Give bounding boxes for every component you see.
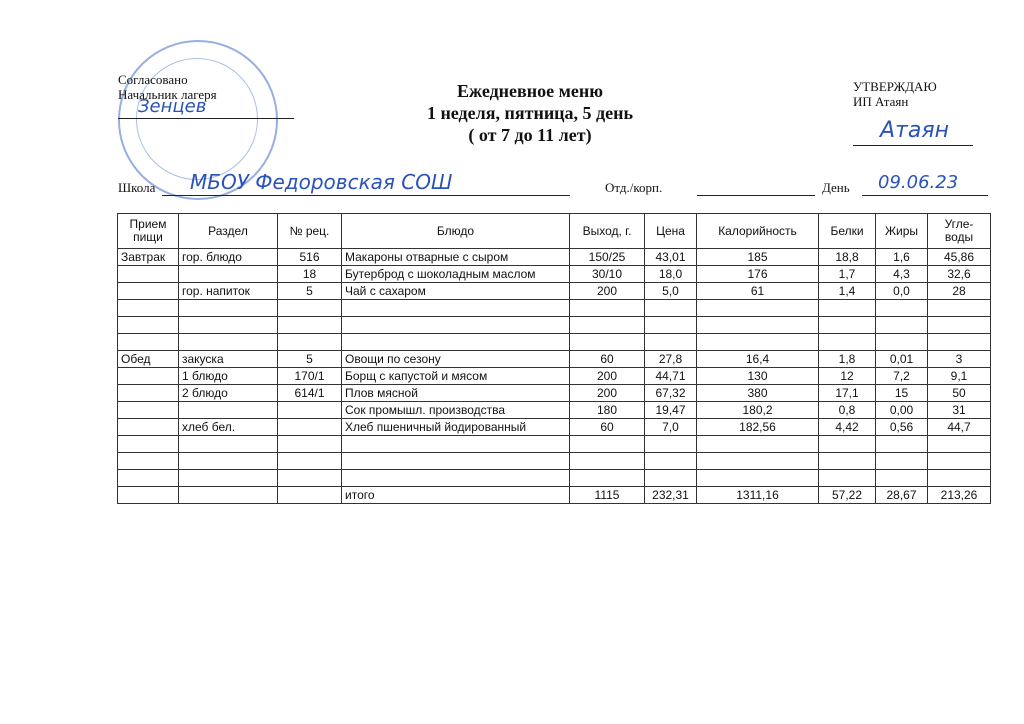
cell-fat: 4,3 [876, 266, 928, 283]
cell-calories: 185 [697, 249, 819, 266]
title-line1: Ежедневное меню [457, 81, 603, 101]
cell-price: 232,31 [645, 487, 697, 504]
table-row [118, 402, 991, 419]
table-row [118, 334, 991, 351]
cell-protein: 1,8 [819, 351, 876, 368]
cell-protein: 4,42 [819, 419, 876, 436]
header-meal: Прием пищи [118, 214, 179, 249]
cell-fat: 0,01 [876, 351, 928, 368]
cell-section [179, 402, 278, 419]
cell-protein: 1,4 [819, 283, 876, 300]
cell-dish: Сок промышл. производства [342, 402, 570, 419]
cell-price: 18,0 [645, 266, 697, 283]
table-body [118, 249, 991, 504]
cell-calories [697, 300, 819, 317]
cell-protein: 1,7 [819, 266, 876, 283]
table-row [118, 249, 991, 266]
cell-section [179, 470, 278, 487]
cell-carbs [928, 436, 991, 453]
cell-section [179, 436, 278, 453]
cell-dish [342, 334, 570, 351]
cell-calories [697, 334, 819, 351]
approval-left-line2: Начальник лагеря [118, 87, 217, 102]
cell-recipe: 5 [278, 283, 342, 300]
cell-meal [118, 334, 179, 351]
cell-recipe [278, 436, 342, 453]
table-row [118, 300, 991, 317]
table-row [118, 436, 991, 453]
cell-recipe [278, 487, 342, 504]
cell-protein: 57,22 [819, 487, 876, 504]
cell-carbs: 28 [928, 283, 991, 300]
school-value: МБОУ Федоровская СОШ [190, 170, 453, 194]
table-row [118, 283, 991, 300]
cell-section: закуска [179, 351, 278, 368]
cell-recipe: 614/1 [278, 385, 342, 402]
cell-price [645, 470, 697, 487]
cell-meal: Завтрак [118, 249, 179, 266]
cell-price [645, 453, 697, 470]
cell-yield [570, 470, 645, 487]
cell-fat: 0,0 [876, 283, 928, 300]
cell-price: 67,32 [645, 385, 697, 402]
approval-right [853, 79, 937, 109]
cell-dish: Плов мясной [342, 385, 570, 402]
cell-price: 7,0 [645, 419, 697, 436]
approval-right-line2: ИП Атаян [853, 94, 909, 109]
cell-carbs [928, 317, 991, 334]
cell-recipe: 170/1 [278, 368, 342, 385]
cell-recipe: 516 [278, 249, 342, 266]
cell-protein [819, 453, 876, 470]
dept-label: Отд./корп. [605, 180, 663, 195]
cell-meal [118, 266, 179, 283]
cell-yield: 30/10 [570, 266, 645, 283]
title-line3: ( от 7 до 11 лет) [468, 125, 592, 145]
cell-section: гор. напиток [179, 283, 278, 300]
cell-price: 27,8 [645, 351, 697, 368]
cell-carbs: 9,1 [928, 368, 991, 385]
cell-yield: 180 [570, 402, 645, 419]
cell-calories: 1311,16 [697, 487, 819, 504]
cell-yield [570, 453, 645, 470]
cell-price: 19,47 [645, 402, 697, 419]
cell-fat: 0,00 [876, 402, 928, 419]
cell-fat: 28,67 [876, 487, 928, 504]
cell-calories [697, 453, 819, 470]
cell-yield [570, 436, 645, 453]
table-row [118, 368, 991, 385]
cell-dish: Борщ с капустой и мясом [342, 368, 570, 385]
cell-section [179, 266, 278, 283]
cell-yield [570, 300, 645, 317]
cell-carbs: 3 [928, 351, 991, 368]
cell-recipe [278, 453, 342, 470]
header-recipe: № рец. [278, 214, 342, 249]
cell-protein: 12 [819, 368, 876, 385]
cell-recipe [278, 402, 342, 419]
table-row [118, 470, 991, 487]
title-line2: 1 неделя, пятница, 5 день [426, 103, 634, 123]
cell-yield [570, 317, 645, 334]
left-signature-line [118, 118, 294, 119]
cell-recipe [278, 317, 342, 334]
cell-price [645, 317, 697, 334]
table-row [118, 419, 991, 436]
cell-yield: 200 [570, 368, 645, 385]
table-header-row [118, 214, 991, 249]
cell-meal [118, 419, 179, 436]
header-dish: Блюдо [342, 214, 570, 249]
cell-meal: Обед [118, 351, 179, 368]
cell-carbs [928, 334, 991, 351]
cell-fat [876, 470, 928, 487]
table-row [118, 266, 991, 283]
cell-fat [876, 334, 928, 351]
cell-dish: итого [342, 487, 570, 504]
table-row [118, 351, 991, 368]
cell-recipe: 18 [278, 266, 342, 283]
cell-protein [819, 317, 876, 334]
cell-protein [819, 300, 876, 317]
cell-dish: Бутерброд с шоколадным маслом [342, 266, 570, 283]
cell-yield: 150/25 [570, 249, 645, 266]
cell-fat: 7,2 [876, 368, 928, 385]
cell-yield: 60 [570, 419, 645, 436]
cell-protein [819, 470, 876, 487]
cell-carbs [928, 300, 991, 317]
cell-calories [697, 436, 819, 453]
cell-meal [118, 487, 179, 504]
cell-fat: 15 [876, 385, 928, 402]
cell-meal [118, 317, 179, 334]
cell-protein: 18,8 [819, 249, 876, 266]
cell-yield: 200 [570, 283, 645, 300]
header-price: Цена [645, 214, 697, 249]
school-label: Школа [118, 180, 156, 195]
cell-carbs: 44,7 [928, 419, 991, 436]
cell-meal [118, 402, 179, 419]
cell-fat: 0,56 [876, 419, 928, 436]
cell-calories [697, 470, 819, 487]
cell-calories [697, 317, 819, 334]
cell-section [179, 300, 278, 317]
dept-line [697, 195, 815, 196]
cell-dish: Овощи по сезону [342, 351, 570, 368]
cell-fat [876, 300, 928, 317]
header-fat: Жиры [876, 214, 928, 249]
cell-carbs [928, 470, 991, 487]
cell-meal [118, 368, 179, 385]
cell-carbs: 45,86 [928, 249, 991, 266]
cell-meal [118, 300, 179, 317]
cell-section [179, 487, 278, 504]
menu-table [117, 213, 991, 504]
cell-carbs: 213,26 [928, 487, 991, 504]
cell-protein: 17,1 [819, 385, 876, 402]
table-row [118, 317, 991, 334]
cell-protein [819, 334, 876, 351]
cell-fat [876, 436, 928, 453]
cell-dish [342, 470, 570, 487]
cell-dish: Чай с сахаром [342, 283, 570, 300]
cell-recipe [278, 470, 342, 487]
header-section: Раздел [179, 214, 278, 249]
cell-calories: 380 [697, 385, 819, 402]
right-signature-line [853, 145, 973, 146]
cell-calories: 61 [697, 283, 819, 300]
page-title [380, 80, 680, 146]
cell-dish [342, 436, 570, 453]
header-carbs: Угле-воды [928, 214, 991, 249]
cell-carbs [928, 453, 991, 470]
day-line [862, 195, 988, 196]
cell-section [179, 334, 278, 351]
approval-right-line1: УТВЕРЖДАЮ [853, 79, 937, 94]
cell-meal [118, 453, 179, 470]
cell-calories: 182,56 [697, 419, 819, 436]
cell-fat: 1,6 [876, 249, 928, 266]
cell-section: 1 блюдо [179, 368, 278, 385]
header-protein: Белки [819, 214, 876, 249]
day-label: День [822, 180, 850, 195]
cell-carbs: 32,6 [928, 266, 991, 283]
cell-yield: 60 [570, 351, 645, 368]
cell-meal [118, 470, 179, 487]
cell-price: 44,71 [645, 368, 697, 385]
cell-section [179, 317, 278, 334]
cell-fat [876, 317, 928, 334]
cell-price [645, 334, 697, 351]
cell-yield [570, 334, 645, 351]
cell-recipe [278, 300, 342, 317]
cell-meal [118, 436, 179, 453]
cell-dish [342, 300, 570, 317]
cell-dish [342, 453, 570, 470]
cell-section: 2 блюдо [179, 385, 278, 402]
cell-yield: 200 [570, 385, 645, 402]
table-row [118, 487, 991, 504]
table-row [118, 453, 991, 470]
right-signature: Атаян [880, 118, 949, 143]
cell-yield: 1115 [570, 487, 645, 504]
cell-price [645, 300, 697, 317]
header-calories: Калорийность [697, 214, 819, 249]
cell-meal [118, 283, 179, 300]
cell-calories: 130 [697, 368, 819, 385]
approval-left-line1: Согласовано [118, 72, 188, 87]
cell-meal [118, 385, 179, 402]
cell-calories: 176 [697, 266, 819, 283]
cell-price [645, 436, 697, 453]
cell-price: 43,01 [645, 249, 697, 266]
cell-fat [876, 453, 928, 470]
cell-protein [819, 436, 876, 453]
cell-section [179, 453, 278, 470]
cell-price: 5,0 [645, 283, 697, 300]
cell-recipe: 5 [278, 351, 342, 368]
cell-recipe [278, 419, 342, 436]
school-line [162, 195, 570, 196]
cell-section: хлеб бел. [179, 419, 278, 436]
left-signature: Зенцев [138, 96, 207, 117]
cell-recipe [278, 334, 342, 351]
cell-carbs: 50 [928, 385, 991, 402]
day-value: 09.06.23 [878, 172, 959, 193]
cell-dish: Хлеб пшеничный йодированный [342, 419, 570, 436]
cell-section: гор. блюдо [179, 249, 278, 266]
table-row [118, 385, 991, 402]
cell-carbs: 31 [928, 402, 991, 419]
cell-calories: 180,2 [697, 402, 819, 419]
cell-calories: 16,4 [697, 351, 819, 368]
cell-dish: Макароны отварные с сыром [342, 249, 570, 266]
cell-protein: 0,8 [819, 402, 876, 419]
header-yield: Выход, г. [570, 214, 645, 249]
cell-dish [342, 317, 570, 334]
